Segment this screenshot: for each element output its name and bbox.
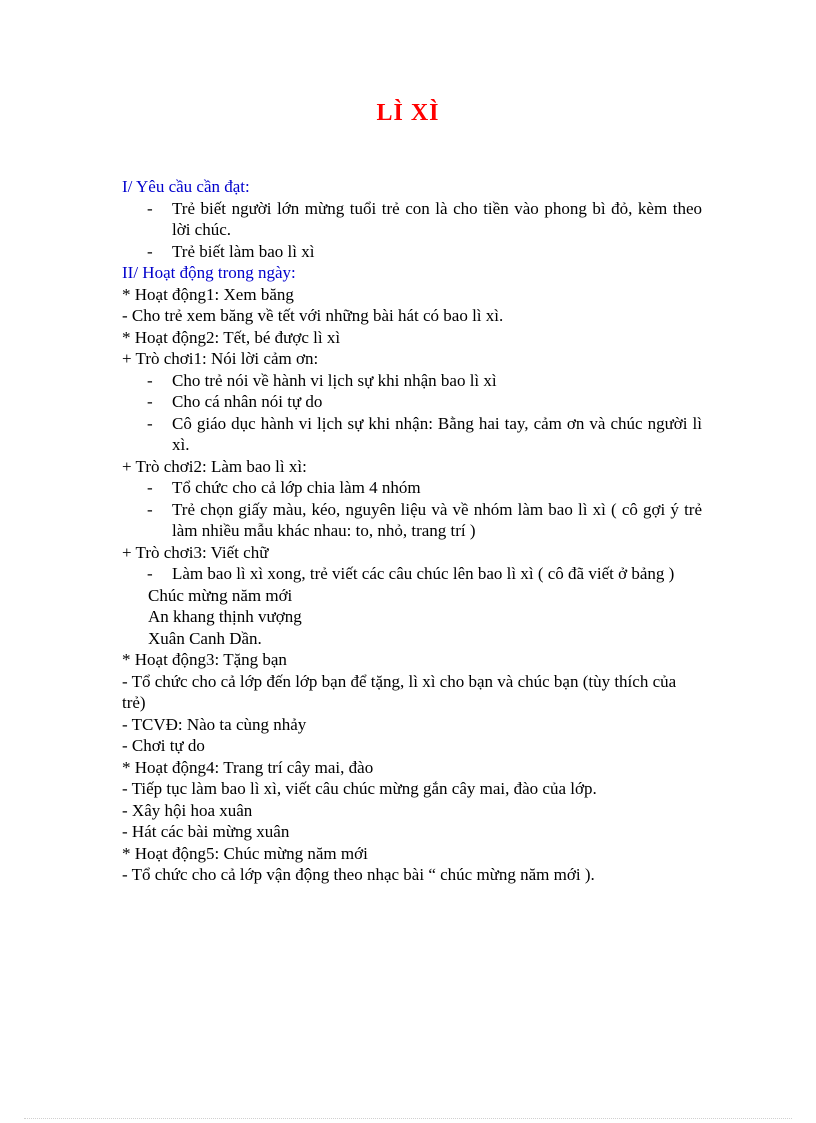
list-item <box>122 370 702 392</box>
list-item <box>122 563 702 585</box>
activity-title: * Hoạt động2: Tết, bé được lì xì <box>122 327 341 347</box>
activity-line: - Xây hội hoa xuân <box>122 800 253 820</box>
activity-title: * Hoạt động5: Chúc mừng năm mới <box>122 843 368 863</box>
activity-line: - Tổ chức cho cả lớp đến lớp bạn để tặng, lì xì cho bạn và chúc bạn (tùy thích của trẻ) <box>122 671 677 712</box>
activity-title: * Hoạt động3: Tặng bạn <box>122 650 287 669</box>
wish-line: Chúc mừng năm mới <box>148 585 293 605</box>
page-bottom-divider <box>24 1118 792 1119</box>
list-item <box>122 477 702 499</box>
list-item <box>122 241 702 263</box>
list-item-text: Cho trẻ nói về hành vi lịch sự khi nhận bao lì xì <box>172 370 497 390</box>
activity-line: - TCVĐ: Nào ta cùng nhảy <box>122 714 307 734</box>
activity-line: - Chơi tự do <box>122 736 205 755</box>
game-title: + Trò chơi3: Viết chữ <box>122 542 269 562</box>
list-item-text: Trẻ biết làm bao lì xì <box>172 241 315 261</box>
bullet-dash: - <box>147 499 153 519</box>
activity-line: - Cho trẻ xem băng về tết với những bài hát có bao lì xì. <box>122 306 504 325</box>
document-body <box>122 176 702 886</box>
wish-line: An khang thịnh vượng <box>148 607 302 626</box>
list-item-text: Cô giáo dục hành vi lịch sự khi nhận: Bằng hai tay, cảm ơn và chúc người lì xì. <box>172 413 702 454</box>
game-title: + Trò chơi1: Nói lời cảm ơn: <box>122 349 319 368</box>
game-title: + Trò chơi2: Làm bao lì xì: <box>122 456 307 476</box>
section-heading-activities: II/ Hoạt động trong ngày: <box>122 263 296 282</box>
bullet-dash: - <box>147 392 153 411</box>
wish-line: Xuân Canh Dần. <box>148 628 262 648</box>
list-item-text: Trẻ chọn giấy màu, kéo, nguyên liệu và về nhóm làm bao lì xì ( cô gợi ý trẻ làm nhiều mẫu khác nhau: to, nhỏ, trang trí ) <box>172 499 702 540</box>
list-item <box>122 391 702 413</box>
activity-line: - Tiếp tục làm bao lì xì, viết câu chúc mừng gắn cây mai, đào của lớp. <box>122 779 597 798</box>
activity-line: - Tổ chức cho cả lớp vận động theo nhạc bài “ chúc mừng năm mới ). <box>122 865 595 884</box>
bullet-dash: - <box>147 198 153 218</box>
bullet-dash: - <box>147 478 153 497</box>
bullet-dash: - <box>147 564 153 583</box>
list-item-text: Tổ chức cho cả lớp chia làm 4 nhóm <box>172 478 421 497</box>
bullet-dash: - <box>147 241 153 261</box>
bullet-dash: - <box>147 370 153 390</box>
list-item-text: Trẻ biết người lớn mừng tuổi trẻ con là cho tiền vào phong bì đỏ, kèm theo lời chúc. <box>172 198 702 239</box>
activity-title: * Hoạt động4: Trang trí cây mai, đào <box>122 757 374 777</box>
list-item <box>122 499 702 542</box>
list-item <box>122 413 702 456</box>
bullet-dash: - <box>147 413 153 433</box>
section-heading-requirements: I/ Yêu cầu cần đạt: <box>122 177 250 196</box>
list-item <box>122 198 702 241</box>
activity-line: - Hát các bài mừng xuân <box>122 822 290 841</box>
list-item-text: Làm bao lì xì xong, trẻ viết các câu chúc lên bao lì xì ( cô đã viết ở bảng ) <box>172 564 675 583</box>
list-item-text: Cho cá nhân nói tự do <box>172 392 323 411</box>
activity-title: * Hoạt động1: Xem băng <box>122 284 294 304</box>
document-title: LÌ XÌ <box>376 100 440 126</box>
